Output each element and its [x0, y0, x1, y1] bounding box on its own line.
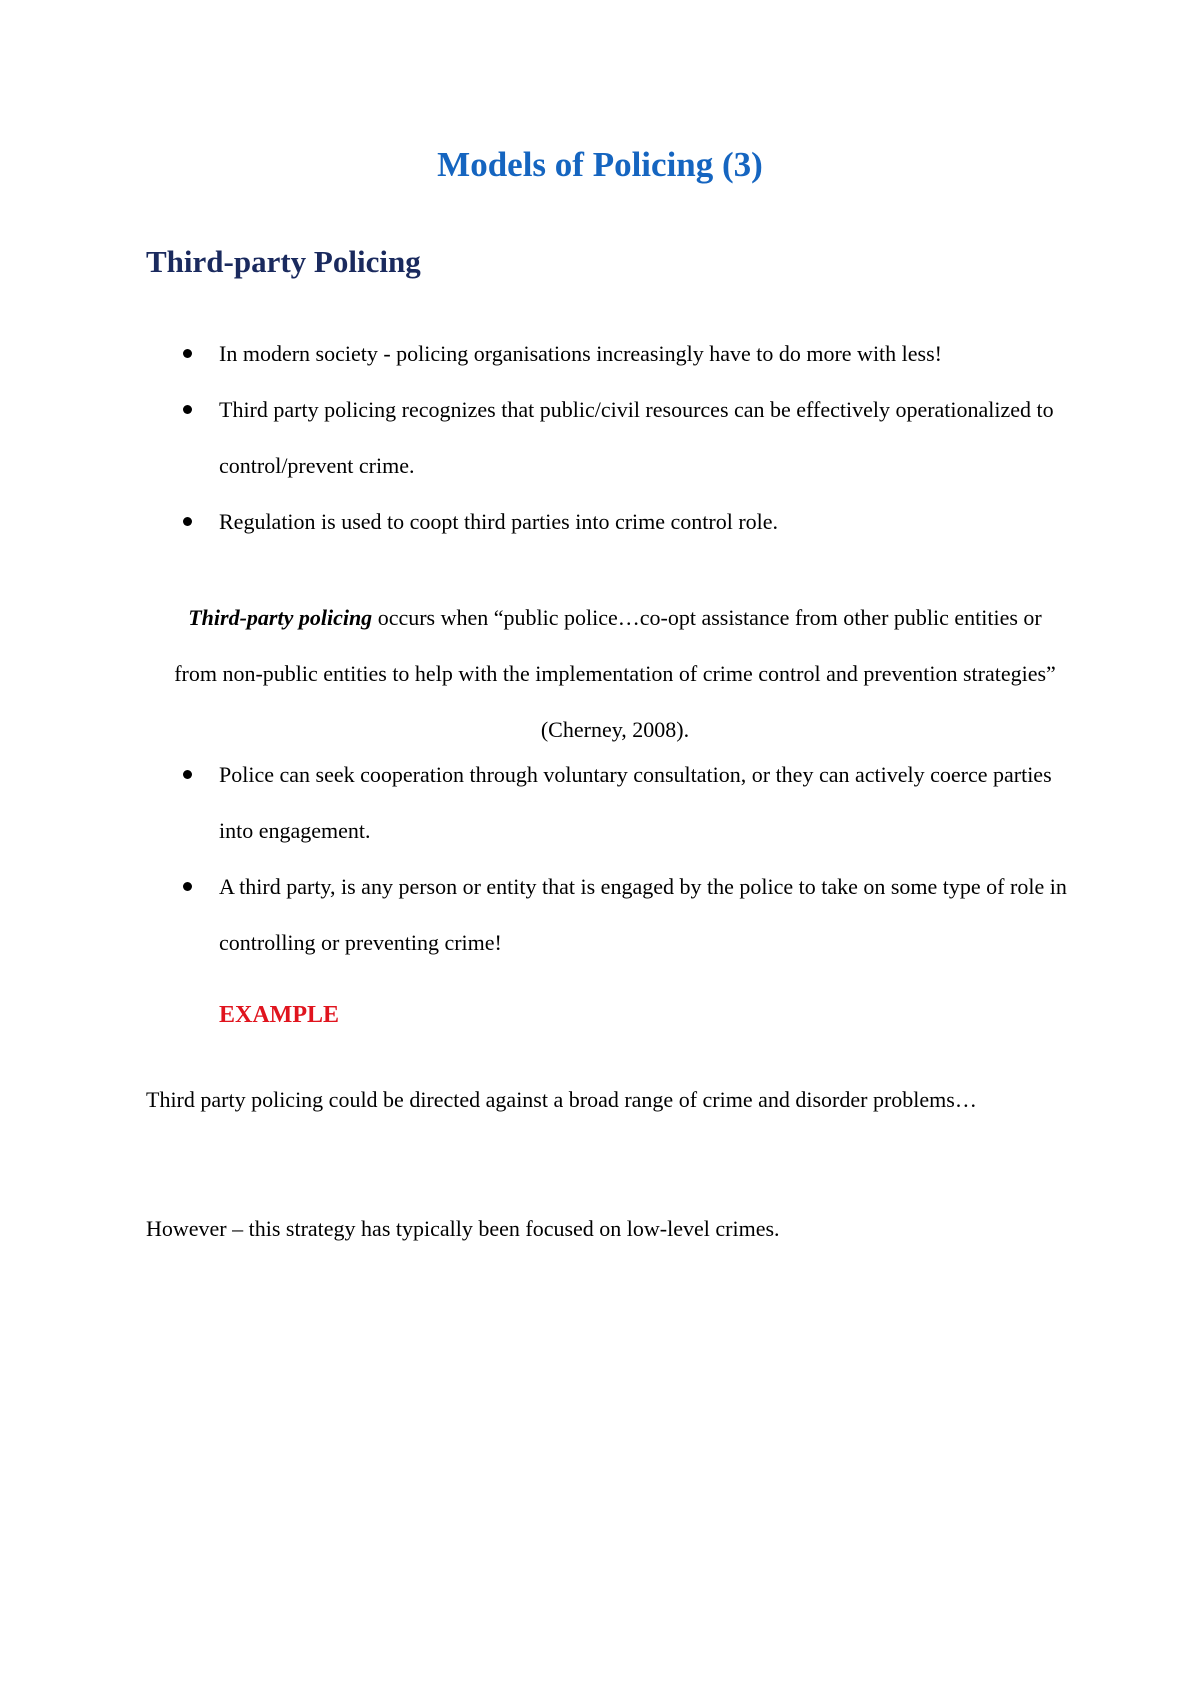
- bullet-icon: [183, 517, 192, 526]
- bullet-text: Police can seek cooperation through voluntary consultation, or they can actively coerce parties into engagement.: [219, 762, 1052, 843]
- definition-text: occurs when “public police…co-opt assistance from other public entities or from non-public entities to help with the implementation of crime control and prevention strategies” (Cherney, 2008).: [174, 605, 1056, 742]
- list-item: [0, 747, 1200, 859]
- definition-quote: [170, 590, 1060, 758]
- bullet-text: Third party policing recognizes that public/civil resources can be effectively operationalized to control/prevent crime.: [219, 397, 1054, 478]
- bullet-icon: [183, 349, 192, 358]
- bullet-text: Regulation is used to coopt third parties into crime control role.: [219, 509, 779, 534]
- bullet-list-2: [0, 747, 1200, 971]
- bullet-text: In modern society - policing organisations increasingly have to do more with less!: [219, 341, 942, 366]
- bullet-icon: [183, 882, 192, 891]
- list-item: [0, 494, 1200, 550]
- bullet-list-1: [0, 326, 1200, 550]
- list-item: [0, 859, 1200, 971]
- section-heading: Third-party Policing: [146, 244, 421, 279]
- paragraph: Third party policing could be directed against a broad range of crime and disorder problems…: [146, 1087, 977, 1112]
- list-item: [0, 382, 1200, 494]
- bullet-text: A third party, is any person or entity that is engaged by the police to take on some type of role in controlling or preventing crime!: [219, 874, 1067, 955]
- bullet-icon: [183, 405, 192, 414]
- example-label: EXAMPLE: [219, 1002, 339, 1028]
- list-item: [0, 326, 1200, 382]
- document-title: Models of Policing (3): [437, 145, 763, 184]
- definition-term: Third-party policing: [188, 605, 373, 630]
- bullet-icon: [183, 770, 192, 779]
- paragraph: However – this strategy has typically been focused on low-level crimes.: [146, 1216, 780, 1241]
